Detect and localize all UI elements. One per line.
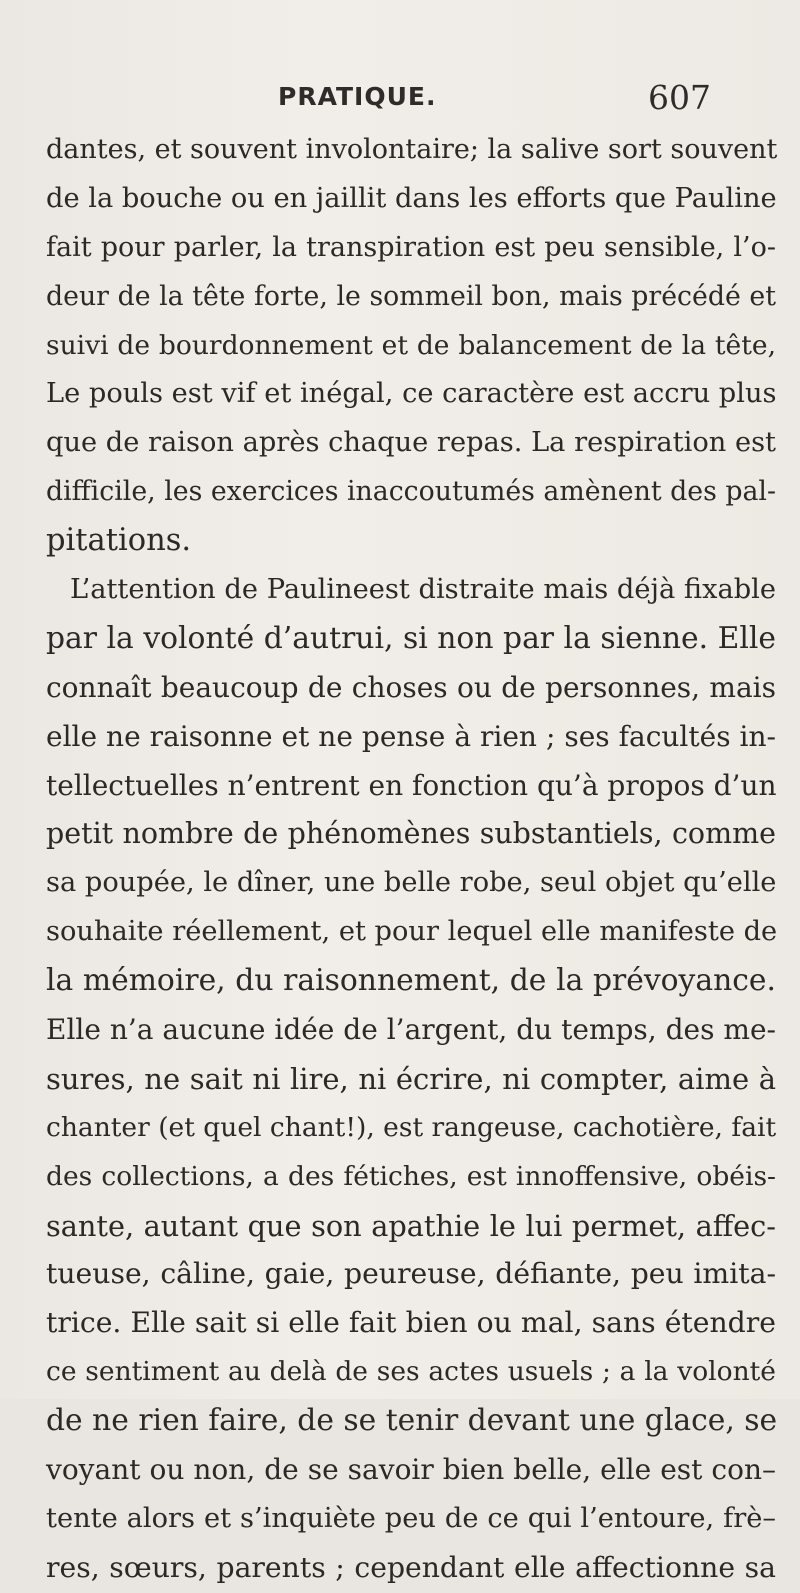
text-line: sures, ne sait ni lire, ni écrire, ni compter, aime à <box>46 1061 776 1096</box>
page-header <box>0 80 800 120</box>
text-line: Elle n’a aucune idée de l’argent, du temps, des me- <box>46 1013 776 1047</box>
paragraph-1 <box>46 126 776 566</box>
text-line: sante, autant que son apathie le lui permet, affec- <box>46 1208 776 1243</box>
text-line: tueuse, câline, gaie, peureuse, défiante, peu imita- <box>46 1257 776 1291</box>
text-line: sa poupée, le dîner, une belle robe, seul objet qu’elle <box>46 867 777 899</box>
text-line: tellectuelles n’entrent en fonction qu’à propos d’un <box>46 768 777 802</box>
text-line: dantes, et souvent involontaire; la salive sort souvent <box>46 134 778 165</box>
text-line: fait pour parler, la transpiration est peu sensible, l’o- <box>46 231 776 263</box>
text-line: elle ne raisonne et ne pense à rien ; ses facultés in- <box>46 719 776 753</box>
page-number: 607 <box>648 78 711 117</box>
text-line: chanter (et quel chant!), est rangeuse, cachotière, fait <box>46 1111 777 1143</box>
text-line: des collections, a des fétiches, est innoffensive, obéis- <box>46 1160 776 1192</box>
text-line: res, sœurs, parents ; cependant elle affectionne sa <box>46 1550 776 1584</box>
text-line: par la volonté d’autrui, si non par la sienne. Elle <box>46 620 776 656</box>
text-line: tente alors et s’inquiète peu de ce qui l’entoure, frè– <box>46 1502 776 1534</box>
text-line: voyant ou non, de se savoir bien belle, elle est con– <box>46 1453 776 1487</box>
text-line: difficile, les exercices inaccoutumés amènent des pal- <box>46 476 776 508</box>
text-line: de la bouche ou en jaillit dans les efforts que Pauline <box>46 182 777 214</box>
text-line: Le pouls est vif et inégal, ce caractère est accru plus <box>46 378 777 410</box>
text-line: deur de la tête forte, le sommeil bon, mais précédé et <box>46 280 776 312</box>
text-line: petit nombre de phénomènes substantiels, comme <box>46 817 776 851</box>
text-line: que de raison après chaque repas. La respiration est <box>46 427 777 459</box>
text-line: la mémoire, du raisonnement, de la prévoyance. <box>46 963 776 999</box>
paragraph-2 <box>46 566 776 1593</box>
text-line: ce sentiment au delà de ses actes usuels ; a la volonté <box>46 1356 776 1388</box>
body-text <box>46 126 776 1593</box>
text-line: L’attention de Paulineest distraite mais déjà fixable <box>70 574 776 606</box>
text-line: souhaite réellement, et pour lequel elle manifeste de <box>46 916 778 948</box>
text-line: connaît beaucoup de choses ou de personnes, mais <box>46 670 776 704</box>
running-title: PRATIQUE. <box>278 82 437 111</box>
text-line: trice. Elle sait si elle fait bien ou mal, sans étendre <box>46 1306 776 1340</box>
text-line: pitations. <box>46 523 192 559</box>
text-line: de ne rien faire, de se tenir devant une glace, se <box>46 1403 778 1439</box>
text-line: suivi de bourdonnement et de balancement de la tête, <box>46 329 776 361</box>
